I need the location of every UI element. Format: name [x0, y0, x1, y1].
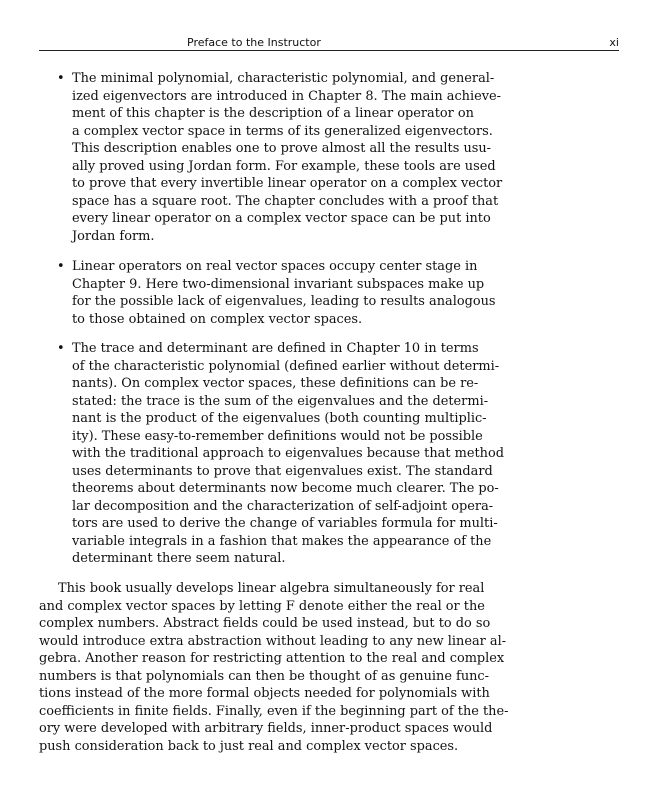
text-line: This description enables one to prove almost all the results usu- [72, 141, 492, 156]
bullet-icon: • [57, 71, 65, 86]
text-line: numbers is that polynomials can then be thought of as genuine func- [39, 668, 489, 684]
text-line: variable integrals in a fashion that makes the appearance of the [72, 533, 492, 549]
page-number: xi [609, 36, 619, 49]
bullet-icon: • [57, 341, 65, 356]
text-line: ized eigenvectors are introduced in Chapter 8. The main achieve- [72, 88, 501, 104]
text-line: would introduce extra abstraction without leading to any new linear al- [39, 633, 507, 649]
text-line: every linear operator on a complex vector space can be put into [72, 211, 491, 226]
text-line: tions instead of the more formal objects needed for polynomials with [39, 686, 490, 701]
text-line: nants). On complex vector spaces, these definitions can be re- [72, 376, 479, 391]
text-line: ment of this chapter is the description of a linear operator on [72, 106, 474, 121]
bullet-item [57, 70, 503, 245]
text-line: The trace and determinant are defined in Chapter 10 in terms [72, 341, 479, 356]
text-line: tors are used to derive the change of variables formula for multi- [72, 516, 498, 531]
text-line: ity). These easy-to-remember definitions would not be possible [72, 428, 483, 444]
bullet-item [57, 340, 504, 568]
text-line: ory were developed with arbitrary fields, inner-product spaces would [39, 721, 493, 736]
text-line: with the traditional approach to eigenvalues because that method [72, 446, 504, 461]
text-line: theorems about determinants now become much clearer. The po- [72, 481, 499, 496]
text-line: coefficients in finite fields. Finally, even if the beginning part of the the- [39, 703, 509, 719]
text-line: space has a square root. The chapter concludes with a proof that [72, 193, 499, 209]
text-line: The minimal polynomial, characteristic polynomial, and general- [72, 71, 495, 86]
text-line: lar decomposition and the characterization of self-adjoint opera- [72, 498, 494, 514]
text-line: uses determinants to prove that eigenvalues exist. The standard [72, 463, 493, 479]
text-line: for the possible lack of eigenvalues, leading to results analogous [72, 294, 496, 309]
text-line: a complex vector space in terms of its generalized eigenvectors. [72, 123, 493, 139]
text-line: and complex vector spaces by letting F denote either the real or the [39, 598, 485, 614]
header-title: Preface to the Instructor [187, 36, 321, 49]
text-line: of the characteristic polynomial (defined earlier without determi- [72, 358, 500, 374]
text-line: determinant there seem natural. [72, 551, 286, 566]
text-line: Chapter 9. Here two-dimensional invariant subspaces make up [72, 276, 485, 292]
text-line: stated: the trace is the sum of the eigenvalues and the determi- [72, 393, 489, 409]
text-line: Linear operators on real vector spaces occupy center stage in [72, 259, 478, 274]
bullet-item [57, 258, 496, 328]
running-header [39, 35, 619, 51]
text-line: gebra. Another reason for restricting attention to the real and complex [39, 651, 505, 666]
text-line: to prove that every invertible linear operator on a complex vector [72, 176, 503, 191]
body-paragraph [39, 580, 509, 755]
text-line: to those obtained on complex vector spaces. [72, 311, 363, 327]
text-line: Jordan form. [72, 228, 155, 244]
text-line: This book usually develops linear algebra simultaneously for real [58, 581, 485, 596]
text-line: push consideration back to just real and complex vector spaces. [39, 738, 459, 754]
text-line: nant is the product of the eigenvalues (both counting multiplic- [72, 411, 487, 426]
text-line: complex numbers. Abstract fields could be used instead, but to do so [39, 616, 491, 631]
text-line: ally proved using Jordan form. For example, these tools are used [72, 158, 496, 174]
bullet-icon: • [57, 259, 65, 274]
